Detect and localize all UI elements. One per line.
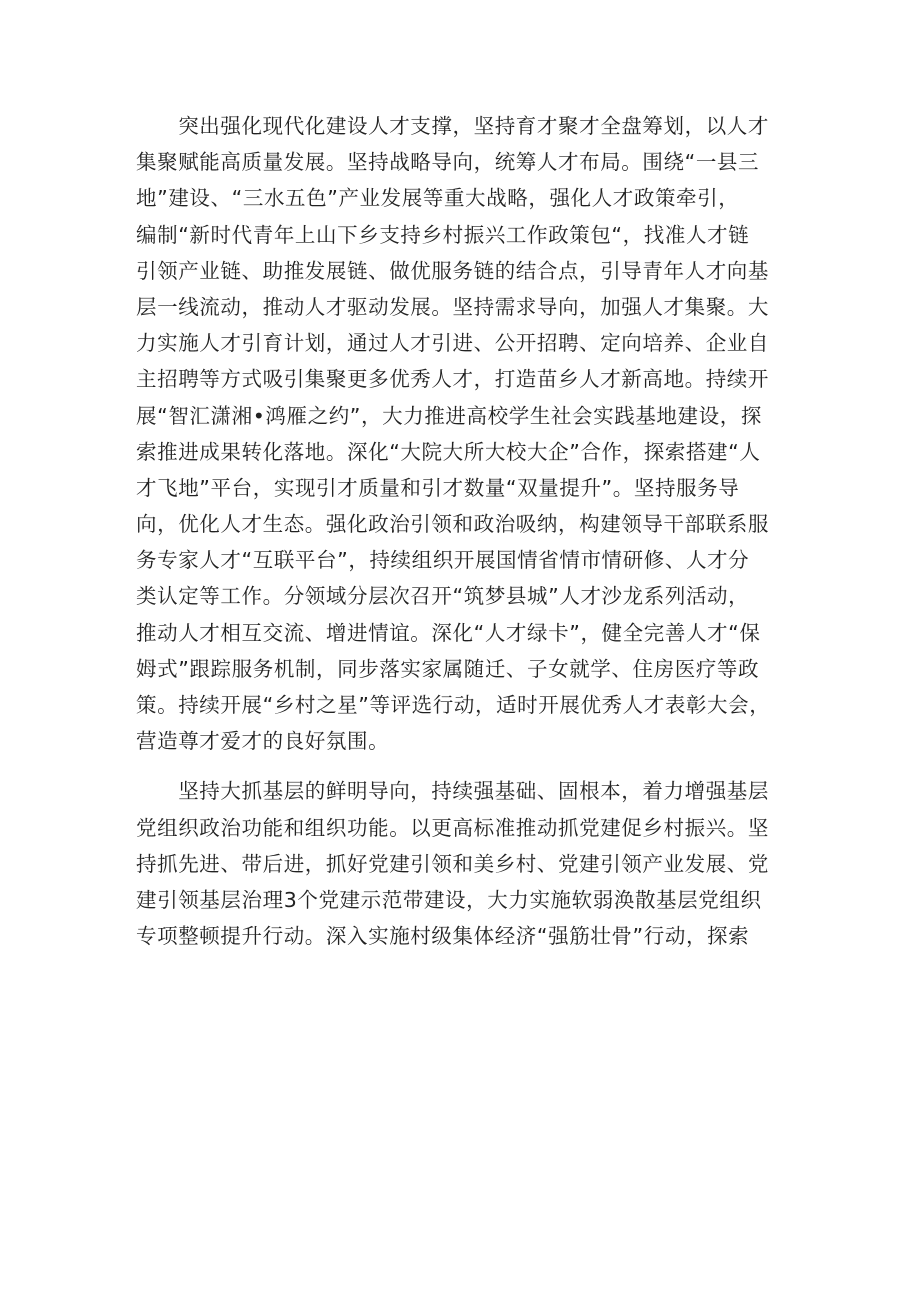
paragraph-spacer <box>136 759 801 773</box>
text-line: 坚持大抓基层的鲜明导向，持续强基础、固根本，着力增强基层 <box>136 779 769 804</box>
text-line: 持抓先进、带后进，抓好党建引领和美乡村、党建引领产业发展、党 <box>136 851 769 876</box>
paragraph-grassroots <box>136 773 801 954</box>
document-body <box>136 108 801 954</box>
text-line: 突出强化现代化建设人才支撑，坚持育才聚才全盘筹划，以人才 <box>136 114 769 138</box>
text-line: 力实施人才引育计划，通过人才引进、公开招聘、定向培养、企业自 <box>136 331 769 356</box>
text-line: 类认定等工作。分领域分层次召开“筑梦县城”人才沙龙系列活动， <box>136 584 750 609</box>
text-line: 集聚赋能高质量发展。坚持战略导向，统筹人才布局。围绕“一县三 <box>136 150 760 175</box>
text-line: 营造尊才爱才的良好氛围。 <box>136 729 390 754</box>
text-line: 才飞地”平台，实现引才质量和引才数量“双量提升”。坚持服务导 <box>136 475 740 500</box>
text-line: 展“智汇潇湘•鸿雁之约”，大力推进高校学生社会实践基地建设，探 <box>136 403 762 428</box>
text-line: 姆式”跟踪服务机制，同步落实家属随迁、子女就学、住房医疗等政 <box>136 656 760 681</box>
text-line: 地”建设、“三水五色”产业发展等重大战略，强化人才政策牵引， <box>136 186 740 211</box>
text-line: 主招聘等方式吸引集聚更多优秀人才，打造苗乡人才新高地。持续开 <box>136 367 769 392</box>
text-line: 务专家人才“互联平台”，持续组织开展国情省情市情研修、人才分 <box>136 548 750 573</box>
paragraph-talent-support <box>136 108 801 759</box>
text-line: 专项整顿提升行动。深入实施村级集体经济“强筋壮骨”行动，探索 <box>136 924 750 949</box>
text-line: 层一线流动，推动人才驱动发展。坚持需求导向，加强人才集聚。大 <box>136 294 769 319</box>
text-line: 向，优化人才生态。强化政治引领和政治吸纳，构建领导干部联系服 <box>136 512 769 537</box>
text-line: 建引领基层治理3个党建示范带建设，大力实施软弱涣散基层党组织 <box>136 887 762 912</box>
text-line: 策。持续开展“乡村之星”等评选行动，适时开展优秀人才表彰大会， <box>136 693 771 717</box>
text-line: 引领产业链、助推发展链、做优服务链的结合点，引导青年人才向基 <box>136 258 769 283</box>
text-line: 编制“新时代青年上山下乡支持乡村振兴工作政策包“，找准人才链 <box>136 222 750 247</box>
text-line: 党组织政治功能和组织功能。以更高标准推动抓党建促乡村振兴。坚 <box>136 815 769 840</box>
text-line: 推动人才相互交流、增进情谊。深化“人才绿卡”，健全完善人才“保 <box>136 620 761 645</box>
text-line: 索推进成果转化落地。深化“大院大所大校大企”合作，探索搭建“人 <box>136 439 761 464</box>
